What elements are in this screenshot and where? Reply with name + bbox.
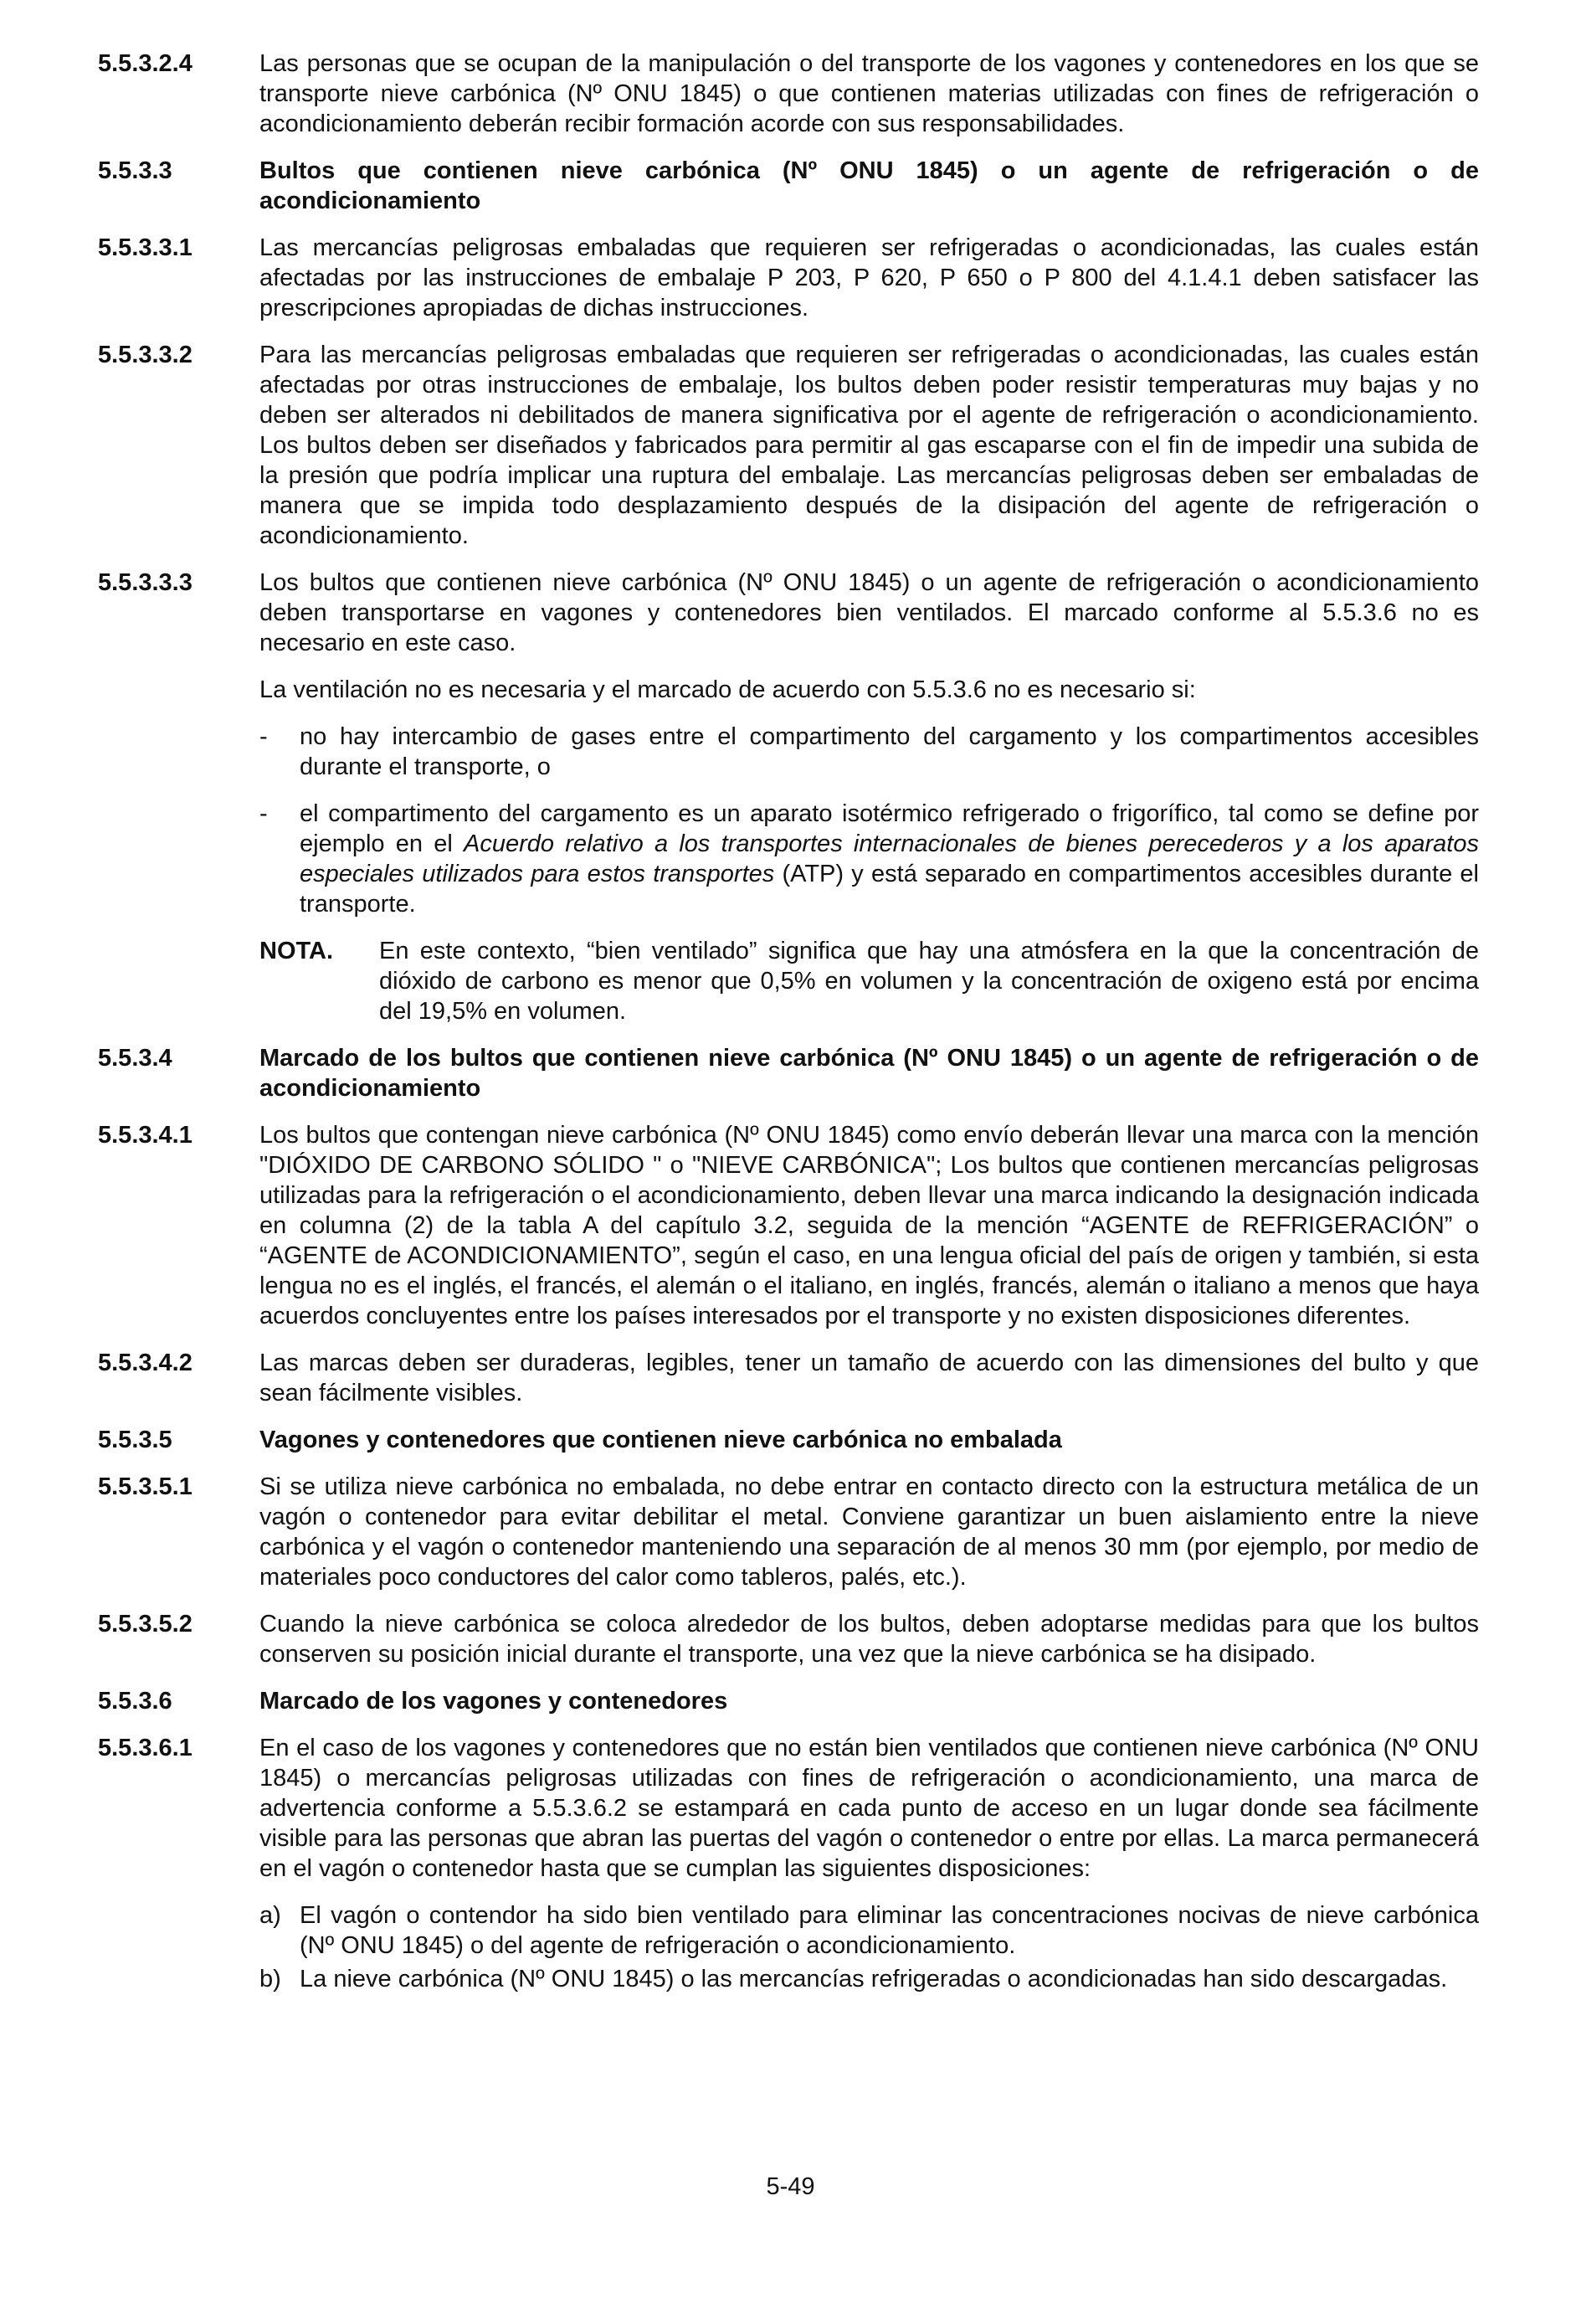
section-5-5-3-3-1	[98, 233, 1479, 323]
section-number: 5.5.3.5.2	[98, 1611, 192, 1638]
list-item-text	[300, 799, 1479, 919]
section-number: 5.5.3.4.2	[98, 1350, 192, 1376]
list-item	[259, 799, 1479, 919]
document-page	[98, 49, 1479, 2014]
section-heading: Marcado de los vagones y contenedores	[259, 1688, 728, 1715]
section-number: 5.5.3.6.1	[98, 1735, 192, 1761]
section-5-5-3-4-2	[98, 1348, 1479, 1408]
section-number: 5.5.3.6	[98, 1688, 172, 1715]
section-number: 5.5.3.4.1	[98, 1122, 192, 1149]
note-label: NOTA.	[259, 938, 334, 964]
list-item-label: a)	[259, 1902, 281, 1929]
section-text: Cuando la nieve carbónica se coloca alrededor de los bultos, deben adoptarse medidas para que los bultos conserven su posición inicial durante el transporte, una vez que la nieve carbónica se ha disipado.	[259, 1611, 1479, 1668]
section-number: 5.5.3.3.1	[98, 234, 192, 261]
section-5-5-3-5-1	[98, 1472, 1479, 1592]
section-heading: Marcado de los bultos que contienen nieve carbónica (Nº ONU 1845) o un agente de refrigeración o de acondicionamiento	[259, 1045, 1479, 1102]
section-5-5-3-3-2	[98, 340, 1479, 551]
note-text: En este contexto, “bien ventilado” significa que hay una atmósfera en la que la concentración de dióxido de carbono es menor que 0,5% en volumen y la concentración de oxigeno está por encima del 19,5% en volumen.	[379, 938, 1479, 1025]
section-heading: Vagones y contenedores que contienen nieve carbónica no embalada	[259, 1427, 1062, 1453]
section-5-5-3-5-2	[98, 1609, 1479, 1669]
section-number: 5.5.3.4	[98, 1045, 172, 1072]
section-text: Las marcas deben ser duraderas, legibles, tener un tamaño de acuerdo con las dimensiones del bulto y que sean fácilmente visibles.	[259, 1350, 1479, 1406]
dash-marker: -	[259, 723, 268, 750]
list-item-a	[259, 1900, 1479, 1961]
section-5-5-3-2-4	[98, 49, 1479, 139]
atp-agreement-title: Acuerdo relativo a los transportes internacionales de bienes perecederos y a los aparatos especiales utilizados para estos transportes	[300, 830, 1479, 887]
list-item	[259, 722, 1479, 782]
section-text: Las mercancías peligrosas embaladas que requieren ser refrigeradas o acondicionadas, las cuales están afectadas por las instrucciones de embalaje P 203, P 620, P 650 o P 800 del 4.1.4.1 deben satisfacer las prescripciones apropiadas de dichas instrucciones.	[259, 234, 1479, 321]
list-item-b	[259, 1964, 1479, 1994]
list-item-text: no hay intercambio de gases entre el compartimento del cargamento y los compartimentos accesibles durante el transporte, o	[300, 723, 1479, 780]
list-item-text: El vagón o contendor ha sido bien ventilado para eliminar las concentraciones nocivas de nieve carbónica (Nº ONU 1845) o del agente de refrigeración o acondicionamiento.	[300, 1902, 1479, 1959]
dash-marker: -	[259, 800, 268, 827]
section-number: 5.5.3.3	[98, 157, 172, 184]
section-5-5-3-4-1	[98, 1120, 1479, 1331]
section-5-5-3-4	[98, 1043, 1479, 1103]
list-item-text: La nieve carbónica (Nº ONU 1845) o las mercancías refrigeradas o acondicionadas han sido descargadas.	[300, 1966, 1448, 1992]
section-heading: Bultos que contienen nieve carbónica (Nº ONU 1845) o un agente de refrigeración o de acondicionamiento	[259, 157, 1479, 214]
section-5-5-3-6-1	[98, 1733, 1479, 1998]
section-number: 5.5.3.3.2	[98, 342, 192, 368]
list-item-text-part: (ATP) y está separado en compartimentos accesibles durante el transporte.	[300, 861, 1479, 918]
section-text: Para las mercancías peligrosas embaladas que requieren ser refrigeradas o acondicionadas, las cuales están afectadas por otras instrucciones de embalaje, los bultos deben poder resistir temperaturas muy bajas y no deben ser alterados ni debilitados de manera significativa por el agente de refrigeración o acondicionamiento. Los bultos deben ser diseñados y fabricados para permitir al gas escaparse con el fin de impedir una subida de la presión que podría implicar una ruptura del embalaje. Las mercancías peligrosas deben ser embaladas de manera que se impida todo desplazamiento después de la disipación del agente de refrigeración o acondicionamiento.	[259, 342, 1479, 549]
section-5-5-3-3	[98, 156, 1479, 216]
section-5-5-3-5	[98, 1425, 1479, 1455]
section-number: 5.5.3.5.1	[98, 1473, 192, 1500]
section-number: 5.5.3.2.4	[98, 50, 192, 77]
list-item-label: b)	[259, 1966, 281, 1992]
list-item-text-part: el compartimento del cargamento es un aparato isotérmico refrigerado o frigorífico, tal como se define por ejemplo en el	[300, 800, 1479, 857]
section-number: 5.5.3.5	[98, 1427, 172, 1453]
section-5-5-3-6	[98, 1686, 1479, 1716]
section-text: Los bultos que contengan nieve carbónica (Nº ONU 1845) como envío deberán llevar una marca con la mención "DIÓXIDO DE CARBONO SÓLIDO " o "NIEVE CARBÓNICA"; Los bultos que contienen mercancías peligrosas utilizadas para la refrigeración o el acondicionamiento, deben llevar una marca indicando la designación indicada en columna (2) de la tabla A del capítulo 3.2, seguida de la mención “AGENTE de REFRIGERACIÓN” o “AGENTE de ACONDICIONAMIENTO”, según el caso, en una lengua oficial del país de origen y también, si esta lengua no es el inglés, el francés, el alemán o el italiano, en inglés, francés, alemán o italiano a menos que haya acuerdos concluyentes entre los países interesados por el transporte y no existen disposiciones diferentes.	[259, 1122, 1479, 1329]
section-number: 5.5.3.3.3	[98, 569, 192, 596]
section-text: Las personas que se ocupan de la manipulación o del transporte de los vagones y contenedores en los que se transporte nieve carbónica (Nº ONU 1845) o que contienen materias utilizadas con fines de refrigeración o acondicionamiento deberán recibir formación acorde con sus responsabilidades.	[259, 50, 1479, 137]
section-text: Si se utiliza nieve carbónica no embalada, no debe entrar en contacto directo con la estructura metálica de un vagón o contenedor para evitar debilitar el metal. Conviene garantizar un buen aislamiento entre la nieve carbónica y el vagón o contenedor manteniendo una separación de al menos 30 mm (por ejemplo, por medio de materiales poco conductores del calor como tableros, palés, etc.).	[259, 1473, 1479, 1591]
ventilation-text: La ventilación no es necesaria y el marcado de acuerdo con 5.5.3.6 no es necesario si:	[259, 676, 1196, 703]
note	[259, 936, 1479, 1026]
section-5-5-3-3-3	[98, 568, 1479, 1026]
page-number: 5-49	[766, 2173, 815, 2200]
section-text: En el caso de los vagones y contenedores que no están bien ventilados que contienen nieve carbónica (Nº ONU 1845) o mercancías peligrosas utilizadas con fines de refrigeración o acondicionamiento, una marca de advertencia conforme a 5.5.3.6.2 se estampará en cada punto de acceso en un lugar donde sea fácilmente visible para las personas que abran las puertas del vagón o contenedor o entre por ellas. La marca permanecerá en el vagón o contenedor hasta que se cumplan las siguientes disposiciones:	[259, 1735, 1479, 1882]
section-text: Los bultos que contienen nieve carbónica (Nº ONU 1845) o un agente de refrigeración o acondicionamiento deben transportarse en vagones y contenedores bien ventilados. El marcado conforme al 5.5.3.6 no es necesario en este caso.	[259, 569, 1479, 656]
